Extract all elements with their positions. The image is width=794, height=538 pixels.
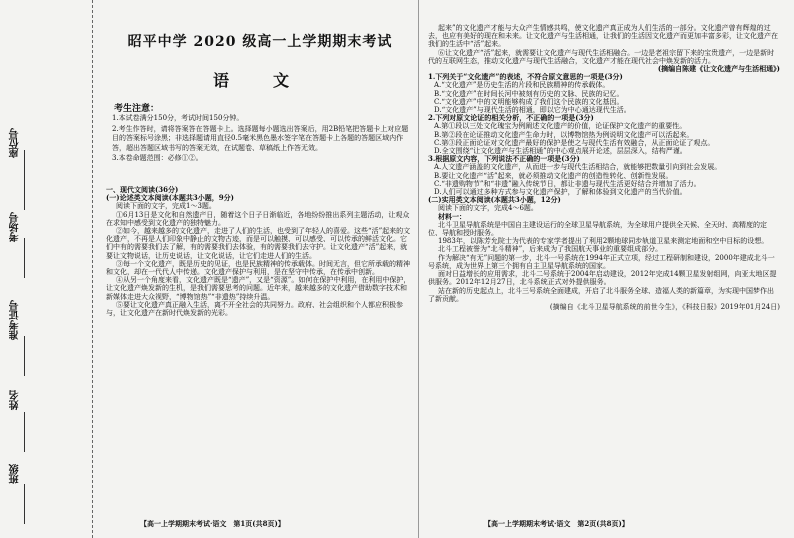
question-2: 2.下列对原文论证的相关分析，不正确的一项是(3分) bbox=[428, 113, 594, 123]
question-3-option: B.要让文化遗产“活”起来，就必须推动文化遗产的创造性转化、创新性发展。 bbox=[434, 171, 673, 180]
question-3: 3.根据原文内容，下列说法不正确的一项是(3分) bbox=[428, 154, 580, 164]
question-3-option: D.人们可以通过多种方式参与文化遗产保护，了解和体验到文化遗产的当代价值。 bbox=[434, 188, 687, 197]
section-heading: 一、现代文阅读(36分) bbox=[106, 185, 179, 194]
ticket-number-line bbox=[24, 336, 25, 376]
page-two bbox=[424, 0, 784, 538]
passage-source: (摘编自陈建《让文化遗产与生活相通》) bbox=[657, 64, 780, 74]
question-1-option: B.“文化遗产”在时间长河中被刻有历史的文脉、民族的记忆。 bbox=[434, 89, 624, 98]
subject-title: 语 文 bbox=[212, 71, 303, 90]
material-paragraph: 面对日益增长的应用需求，北斗二号系统于2004年启动建设，2012年完成14颗卫星发射组网，向亚太地区提供服务。2012年12月27日，北斗系统正式对外提供服务。 bbox=[428, 270, 777, 287]
student-name-label: 姓名 bbox=[10, 390, 21, 410]
question-2-option: B.第②段在论证推动文化遗产生命力时，以博物馆热为例说明文化遗产可以活起来。 bbox=[434, 130, 694, 139]
page-one bbox=[100, 0, 416, 538]
question-3-option: C.“非遗购物节”和“非遗”融入传统节日，都让非遗与现代生活更好结合并增加了活力。 bbox=[434, 179, 701, 188]
class-line bbox=[24, 484, 25, 524]
passage-paragraph: ②如今，越来越多的文化遗产，走进了人们的生活，也受到了年轻人的喜爱。这些“活”起来的文化遗产，不再是人们印象中静止的文物古迹，而是可以触摸、可以感受、可以传承的鲜活文化。它们中有的需要我们去了解，有的需要我们去体验，有的需要我们去守护。让文化遗产“活”起来，就要让文物说话，让历史说话，让文化说话，让它们走进人们的生活。 bbox=[106, 227, 411, 260]
passage-paragraph: ①6月13日是文化和自然遗产日，随着这个日子日渐临近，各地纷纷推出系列主题活动，让观众在求知中感受到文化遗产的独特魅力。 bbox=[106, 210, 410, 227]
subsection-heading: (一)论述类文本阅读(本题共3小题，9分) bbox=[106, 193, 234, 203]
question-2-option: D.全文围绕“让文化遗产与生活相通”的中心观点展开论述，层层深入，结构严谨。 bbox=[434, 147, 687, 156]
material-paragraph: 北斗卫星导航系统是中国自主建设运行的全球卫星导航系统，为全球用户提供全天候、全天时、高精度的定位、导航和授时服务。 bbox=[428, 220, 767, 238]
passage-paragraph: ⑤要让文化遗产真正融入生活，离不开全社会的共同努力。政府、社会组织和个人都应积极参与，让文化遗产在新时代焕发新的光彩。 bbox=[106, 300, 403, 318]
ticket-number-label: 准考证号 bbox=[10, 300, 21, 340]
exam-title: 昭平中学 2020 级高一上学期期末考试 bbox=[127, 34, 393, 50]
notice-item: 3.本卷命题范围：必修①②。 bbox=[112, 154, 203, 162]
question-1-option: A.“文化遗产”是历史生活的片段和民族精神的传承载体。 bbox=[434, 81, 610, 90]
material-paragraph: 站在新的历史起点上，北斗三号系统全面建成，开启了北斗服务全球、造福人类的新篇章，为实现中国梦作出了新贡献。 bbox=[428, 286, 774, 303]
material-label: 材料一： bbox=[438, 211, 466, 221]
passage-paragraph: ⑥让文化遗产“活”起来，就需要让文化遗产与现代生活相融合。一边是老祖宗留下来的宝贵遗产，一边是新时代的互联网生态，推动文化遗产与现代生活融合，文化遗产才能在现代社会中焕发新的活力。 bbox=[428, 48, 775, 65]
binding-strip bbox=[0, 0, 93, 538]
student-name-line bbox=[24, 412, 25, 452]
reading-instruction: 阅读下面的文字，完成4～6题。 bbox=[438, 204, 538, 213]
notice-item: 1.本试卷满分150分，考试时间150分钟。 bbox=[112, 114, 244, 122]
question-2-option: C.第③段正面论证对文化遗产最好的保护是使之与现代生活有效融合，从正面论证了观点。 bbox=[434, 138, 715, 147]
question-1: 1.下列关于“文化遗产”的表述，不符合原文意思的一项是(3分) bbox=[428, 72, 623, 82]
notice-list bbox=[112, 114, 412, 165]
seat-number-line bbox=[24, 150, 25, 210]
seat-number-label: 座位号 bbox=[10, 128, 21, 158]
question-1-option: C.“文化遗产”中的文明能够构成了我们这个民族的文化基因。 bbox=[434, 97, 624, 106]
material-paragraph: 作为解决“有无”问题的第一步，北斗一号系统在1994年正式立项，经过工程研制和建设，2000年建成北斗一号系统，成为世界上第三个拥有自主卫星导航系统的国家。 bbox=[428, 253, 775, 270]
exam-room-line bbox=[24, 238, 25, 278]
material-paragraph: 1983年，以陈芳允院士为代表的专家学者提出了利用2颗地球同步轨道卫星来测定地面和空中目标的设想。 bbox=[438, 237, 769, 246]
page-divider bbox=[418, 0, 419, 538]
notice-item: 2.考生作答时，请将答案答在答题卡上。选择题每小题选出答案后，用2B铅笔把答题卡上对应题目的答案标号涂黑；非选择题请用直径0.5毫米黑色墨水签字笔在答题卡上各题的答题区域内作答，超出答题区域书写的答案无效，在试题卷、草稿纸上作答无效。 bbox=[112, 124, 409, 152]
material-paragraph: 北斗工程被誉为“北斗精神”，后来成为了我国航天事业的重要组成部分。 bbox=[438, 245, 663, 254]
passage-paragraph: 起来”的文化遗产才能与大众产生情感共鸣，使文化遗产真正成为人们生活的一部分。文化遗产曾有辉煌的过去，也应有美好的现在和未来。让文化遗产与生活相通，让我们的生活因文化遗产而更加丰富多彩，让文化遗产在我们的生活中“活”起来。 bbox=[428, 24, 778, 49]
subsection-heading: (二)实用类文本阅读(本题共3小题，12分) bbox=[428, 195, 561, 205]
page-footer: 【高一上学期期末考试·语文 第2页(共8页)】 bbox=[484, 519, 629, 528]
passage-continued bbox=[428, 24, 780, 311]
exam-room-label: 考场号 bbox=[10, 212, 21, 242]
notice-heading: 考生注意： bbox=[114, 104, 160, 114]
question-3-option: A.人文遗产涵盖的文化遗产，从而进一步与现代生活相结合，就能够把数量引向到社会发展。 bbox=[434, 163, 722, 172]
reading-instruction: 阅读下面的文字，完成1～3题。 bbox=[116, 202, 216, 211]
class-label: 班级 bbox=[10, 464, 21, 484]
question-1-option: D.“文化遗产”与现代生活的相通，即以它为中心通达现代生活。 bbox=[434, 106, 631, 115]
page-footer: 【高一上学期期末考试·语文 第1页(共8页)】 bbox=[140, 519, 285, 528]
section-one bbox=[106, 186, 412, 317]
question-2-option: A.第①段以三处文化瑰宝为例阐述文化遗产的价值，论证保护文化遗产的重要性。 bbox=[434, 122, 687, 131]
passage-paragraph: ③每一个文化遗产，既是历史的见证，也是民族精神的传承载体。时间无言，但它所承载的精神和文化，却在一代代人中传递。文化遗产保护与利用，是在坚守中传承，在传承中创新。 bbox=[106, 259, 410, 277]
material-source: (摘编自《北斗卫星导航系统的前世今生》，《科技日报》2019年01月24日) bbox=[549, 302, 780, 311]
passage-paragraph: ④从另一个角度来看，文化遗产既是“遗产”，又是“资源”。如何在保护中利用，在利用中保护，让文化遗产焕发新的生机，是我们需要思考的问题。近年来，越来越多的文化遗产借助数字技术和新媒体走进大众视野，“博物馆热”“非遗热”持续升温。 bbox=[106, 276, 411, 301]
